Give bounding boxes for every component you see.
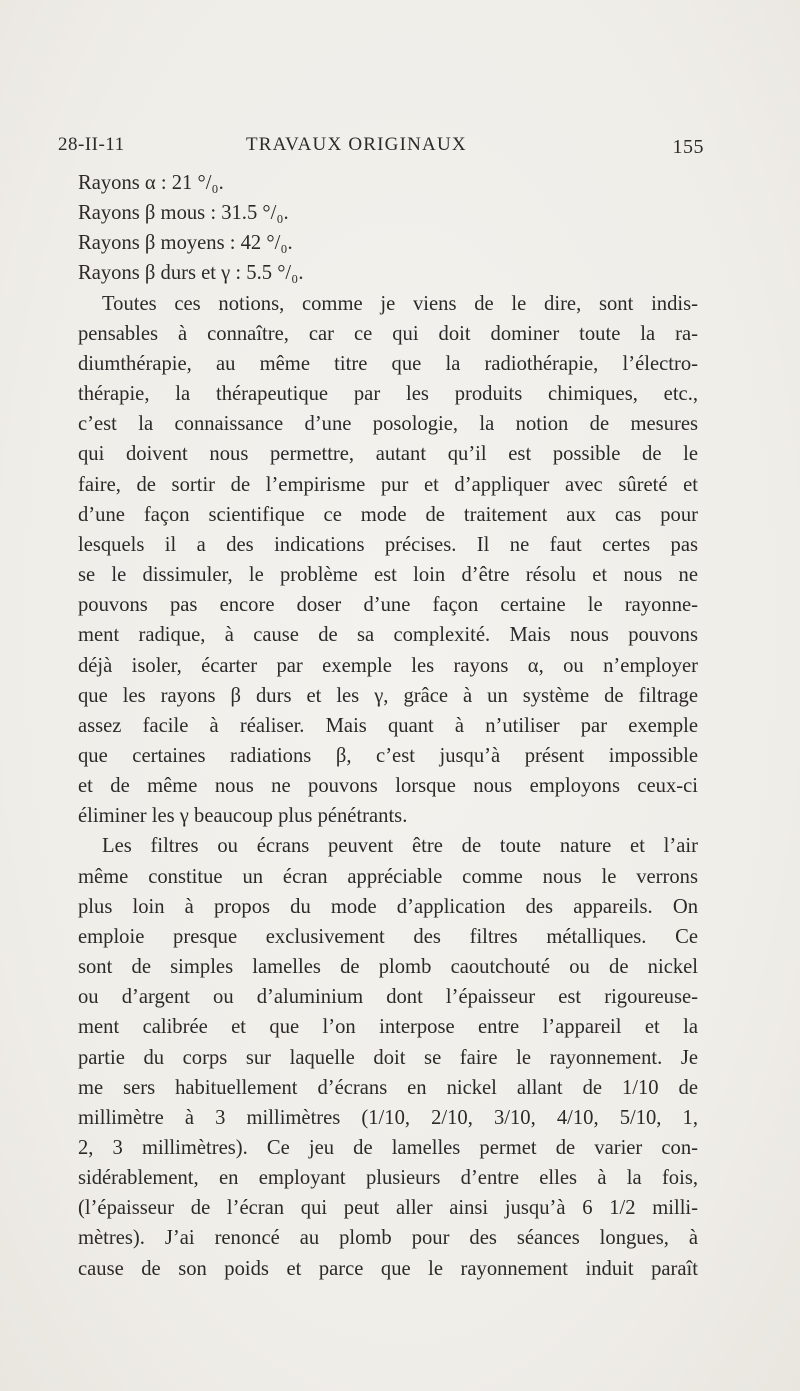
list-item: Rayons α : 21 °/₀. bbox=[78, 172, 224, 194]
text-line: déjà isoler, écarter par exemple les rayons α, ou n’employer bbox=[78, 654, 698, 677]
text-line: qui doivent nous permettre, autant qu’il est possible de le bbox=[78, 443, 698, 466]
text-line: sont de simples lamelles de plomb caoutchouté ou de nickel bbox=[78, 956, 698, 979]
text-line: que certaines radiations β, c’est jusqu’à présent impossible bbox=[78, 744, 698, 767]
text-line: cause de son poids et parce que le rayonnement induit paraît bbox=[78, 1257, 698, 1280]
list-item: Rayons β moyens : 42 °/₀. bbox=[78, 232, 293, 255]
text-line: partie du corps sur laquelle doit se faire le rayonnement. Je bbox=[78, 1046, 698, 1069]
text-line: 2, 3 millimètres). Ce jeu de lamelles permet de varier con- bbox=[78, 1137, 698, 1159]
text-line: éliminer les γ beaucoup plus pénétrants. bbox=[78, 805, 408, 828]
text-line: se le dissimuler, le problème est loin d’être résolu et nous ne bbox=[78, 564, 698, 587]
text-line: faire, de sortir de l’empirisme pur et d’appliquer avec sûreté et bbox=[78, 473, 698, 496]
paragraph-filtres bbox=[54, 831, 698, 1283]
text-line: thérapie, la thérapeutique par les produits chimiques, etc., bbox=[78, 383, 698, 406]
list-item: Rayons β durs et γ : 5.5 °/₀. bbox=[78, 262, 304, 285]
text-line: lesquels il a des indications précises. Il ne faut certes pas bbox=[78, 533, 698, 556]
text-line: Toutes ces notions, comme je viens de le dire, sont indis- bbox=[102, 292, 698, 315]
text-line: ment radique, à cause de sa complexité. Mais nous pouvons bbox=[78, 624, 698, 647]
rays-list bbox=[54, 168, 698, 289]
text-line: pouvons pas encore doser d’une façon certaine le rayonne- bbox=[78, 594, 698, 617]
text-line: emploie presque exclusivement des filtres métalliques. Ce bbox=[78, 925, 698, 948]
header-title: TRAVAUX ORIGINAUX bbox=[246, 134, 467, 155]
text-line: Les filtres ou écrans peuvent être de toute nature et l’air bbox=[102, 835, 698, 858]
text-line: pensables à connaître, car ce qui doit dominer toute la ra- bbox=[78, 322, 698, 345]
text-line: millimètre à 3 millimètres (1/10, 2/10, 3/10, 4/10, 5/10, 1, bbox=[78, 1106, 698, 1129]
text-line: ment calibrée et que l’on interpose entre l’appareil et la bbox=[78, 1016, 698, 1039]
text-line: d’une façon scientifique ce mode de traitement aux cas pour bbox=[78, 503, 698, 526]
text-line: c’est la connaissance d’une posologie, la notion de mesures bbox=[78, 413, 698, 436]
text-line: sidérablement, en employant plusieurs d’entre elles à la fois, bbox=[78, 1167, 698, 1190]
paragraph-notions bbox=[54, 289, 698, 832]
text-line: me sers habituellement d’écrans en nickel allant de 1/10 de bbox=[78, 1076, 698, 1099]
body-text bbox=[54, 168, 698, 1284]
text-line: assez facile à réaliser. Mais quant à n’utiliser par exemple bbox=[78, 714, 698, 737]
text-line: (l’épaisseur de l’écran qui peut aller ainsi jusqu’à 6 1/2 milli- bbox=[78, 1197, 698, 1220]
page-number: 155 bbox=[672, 136, 704, 158]
text-line: même constitue un écran appréciable comme nous le verrons bbox=[78, 865, 698, 888]
text-line: mètres). J’ai renoncé au plomb pour des séances longues, à bbox=[78, 1227, 698, 1250]
list-item: Rayons β mous : 31.5 °/₀. bbox=[78, 202, 289, 225]
running-header bbox=[58, 134, 704, 160]
text-line: ou d’argent ou d’aluminium dont l’épaisseur est rigoureuse- bbox=[78, 986, 698, 1009]
text-line: et de même nous ne pouvons lorsque nous employons ceux-ci bbox=[78, 775, 698, 798]
text-line: diumthérapie, au même titre que la radiothérapie, l’électro- bbox=[78, 352, 698, 375]
text-line: que les rayons β durs et les γ, grâce à un système de filtrage bbox=[78, 684, 698, 707]
header-date: 28-II-11 bbox=[58, 134, 125, 155]
text-line: plus loin à propos du mode d’application des appareils. On bbox=[78, 895, 698, 918]
